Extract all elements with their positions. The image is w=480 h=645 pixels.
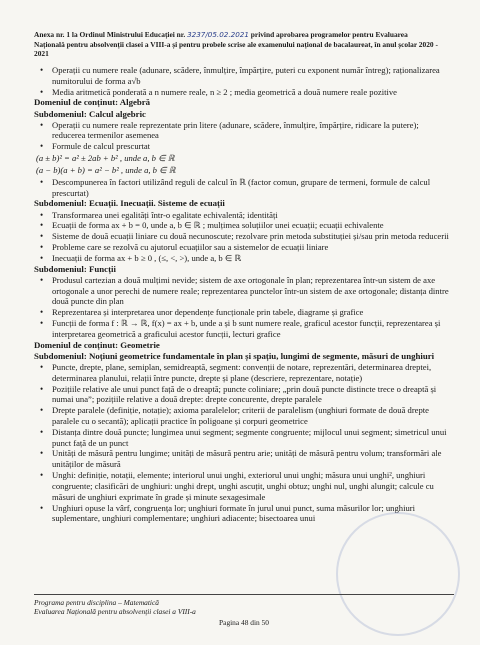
domain-heading: Domeniul de conținut: Geometrie xyxy=(34,339,160,350)
list-item: • Pozițiile relative ale unui punct față de o dreaptă; puncte coliniare; „prin două puncte distincte trece o dreaptă și numai una”; pozițiile relative a două drepte: drepte concurente, drepte paralele xyxy=(50,384,454,406)
list-item: • Transformarea unei egalități într-o egalitate echivalentă; identități xyxy=(50,210,454,221)
top-list xyxy=(34,65,454,97)
footer-line1: Programa pentru disciplina – Matematică xyxy=(34,598,159,607)
list-item: • Ecuații de forma ax + b = 0, unde a, b ∈ ℝ ; mulțimea soluțiilor unei ecuații; ecuații echivalente xyxy=(50,220,454,231)
page-number: Pagina 48 din 50 xyxy=(219,617,269,627)
list-item: • Unghi: definiție, notații, elemente; interiorul unui unghi, exteriorul unui unghi; măsura unui unghi², unghiuri congruente; clasificări de unghiuri: unghi drept, unghi ascuțit, unghi obtuz; unghi nul, unghi alungit; calcule cu măsuri de unghiuri exprimate în grade și minute sexagesimale xyxy=(50,470,454,502)
list-item: • Operații cu numere reale (adunare, scădere, înmulțire, împărțire, puteri cu exponent număr întreg); raționalizarea numitorului de forma a√b xyxy=(50,65,454,87)
subdomain-heading: Subdomeniul: Ecuații. Inecuații. Sisteme de ecuații xyxy=(34,198,225,209)
list-item: • Distanța dintre două puncte; lungimea unui segment; segmente congruente; mijlocul unui segment; simetricul unui punct față de un punct xyxy=(50,427,454,449)
list-item: • Funcții de forma f : ℝ → ℝ, f(x) = ax + b, unde a și b sunt numere reale, graficul acestor funcții, reprezentarea și interpretarea geometrică a graficului acestor funcții, lecturi grafice xyxy=(50,318,454,340)
calcul-list xyxy=(34,120,454,152)
list-item: • Descompunerea în factori utilizând reguli de calcul în ℝ (factor comun, grupare de termeni, formule de calcul prescurtat) xyxy=(50,177,454,199)
list-item: • Reprezentarea și interpretarea unor dependențe funcționale prin tabele, diagrame și grafice xyxy=(50,307,454,318)
subdomain-heading: Subdomeniul: Calcul algebric xyxy=(34,108,146,119)
page-footer xyxy=(34,594,454,627)
list-item: • Probleme care se rezolvă cu ajutorul ecuațiilor sau a sistemelor de ecuații liniare xyxy=(50,242,454,253)
ecuatii-list xyxy=(34,210,454,264)
order-number: 3237/05.02.2021 xyxy=(187,30,249,39)
geometrie-list xyxy=(34,362,454,524)
list-item: • Operații cu numere reale reprezentate prin litere (adunare, scădere, înmulțire, împărțire, ridicare la putere); reducerea termenilor asemenea xyxy=(50,120,454,142)
list-item: • Produsul cartezian a două mulțimi nevide; sistem de axe ortogonale în plan; reprezentarea într-un sistem de axe ortogonale a unor perechi de numere reale; reprezentarea punctelor într-un sistem de axe ortogonale; distanța dintre două puncte din plan xyxy=(50,275,454,307)
list-item: • Inecuații de forma ax + b ≥ 0 , (≤, <, >), unde a, b ∈ ℝ xyxy=(50,253,454,264)
header-line1-b: privind aprobarea programelor pentru Evaluarea xyxy=(250,30,408,39)
header-line1-a: Anexa nr. 1 la Ordinul Ministrului Educației nr. xyxy=(34,30,186,39)
domain-heading: Domeniul de conținut: Algebră xyxy=(34,97,151,108)
list-item: • Formule de calcul prescurtat xyxy=(50,141,454,152)
footer-divider xyxy=(34,594,454,595)
list-item: • Drepte paralele (definiție, notație); axioma paralelelor; criterii de paralelism (unghiuri formate de două drepte paralele cu o secantă); aplicații practice în poligoane și corpuri geometrice xyxy=(50,405,454,427)
list-item: • Unghiuri opuse la vârf, congruența lor; unghiuri formate în jurul unui punct, suma măsurilor lor; unghiuri suplementare, unghiuri complementare; unghiuri adiacente; bisectoarea unui xyxy=(50,503,454,525)
formula-square: (a ± b)² = a² ± 2ab + b² , unde a, b ∈ ℝ xyxy=(36,153,175,164)
functii-list xyxy=(34,275,454,340)
list-item: • Unități de măsură pentru lungime; unități de măsură pentru arie; unități de măsură pentru volum; transformări ale unităților de măsură xyxy=(50,448,454,470)
subdomain-heading: Subdomeniul: Funcții xyxy=(34,263,116,274)
main-content xyxy=(34,65,454,524)
subdomain-heading: Subdomeniul: Noțiuni geometrice fundamentale în plan și spațiu, lungimi de segmente, măsuri de unghiuri xyxy=(34,350,435,361)
header-line2: Națională pentru absolvenții clasei a VIII-a și pentru probele scrise ale examenului național de bacalaureat, în anul școlar 2020 - 2021 xyxy=(34,39,438,59)
calcul-list-2 xyxy=(34,177,454,199)
footer-line2: Evaluarea Națională pentru absolvenții clasei a VIII-a xyxy=(34,607,196,617)
list-item: • Puncte, drepte, plane, semiplan, semidreaptă, segment: convenții de notare, reprezentări, determinarea dreptei, determinarea planului, relații între puncte, drepte și plane (descriere, reprezentare, notație) xyxy=(50,362,454,384)
list-item: • Media aritmetică ponderată a n numere reale, n ≥ 2 ; media geometrică a două numere reale pozitive xyxy=(50,87,454,98)
page-header xyxy=(34,30,454,59)
list-item: • Sisteme de două ecuații liniare cu două necunoscute; rezolvare prin metoda substituției și/sau prin metoda reducerii xyxy=(50,231,454,242)
formula-difference-squares: (a − b)(a + b) = a² − b² , unde a, b ∈ ℝ xyxy=(36,164,176,175)
